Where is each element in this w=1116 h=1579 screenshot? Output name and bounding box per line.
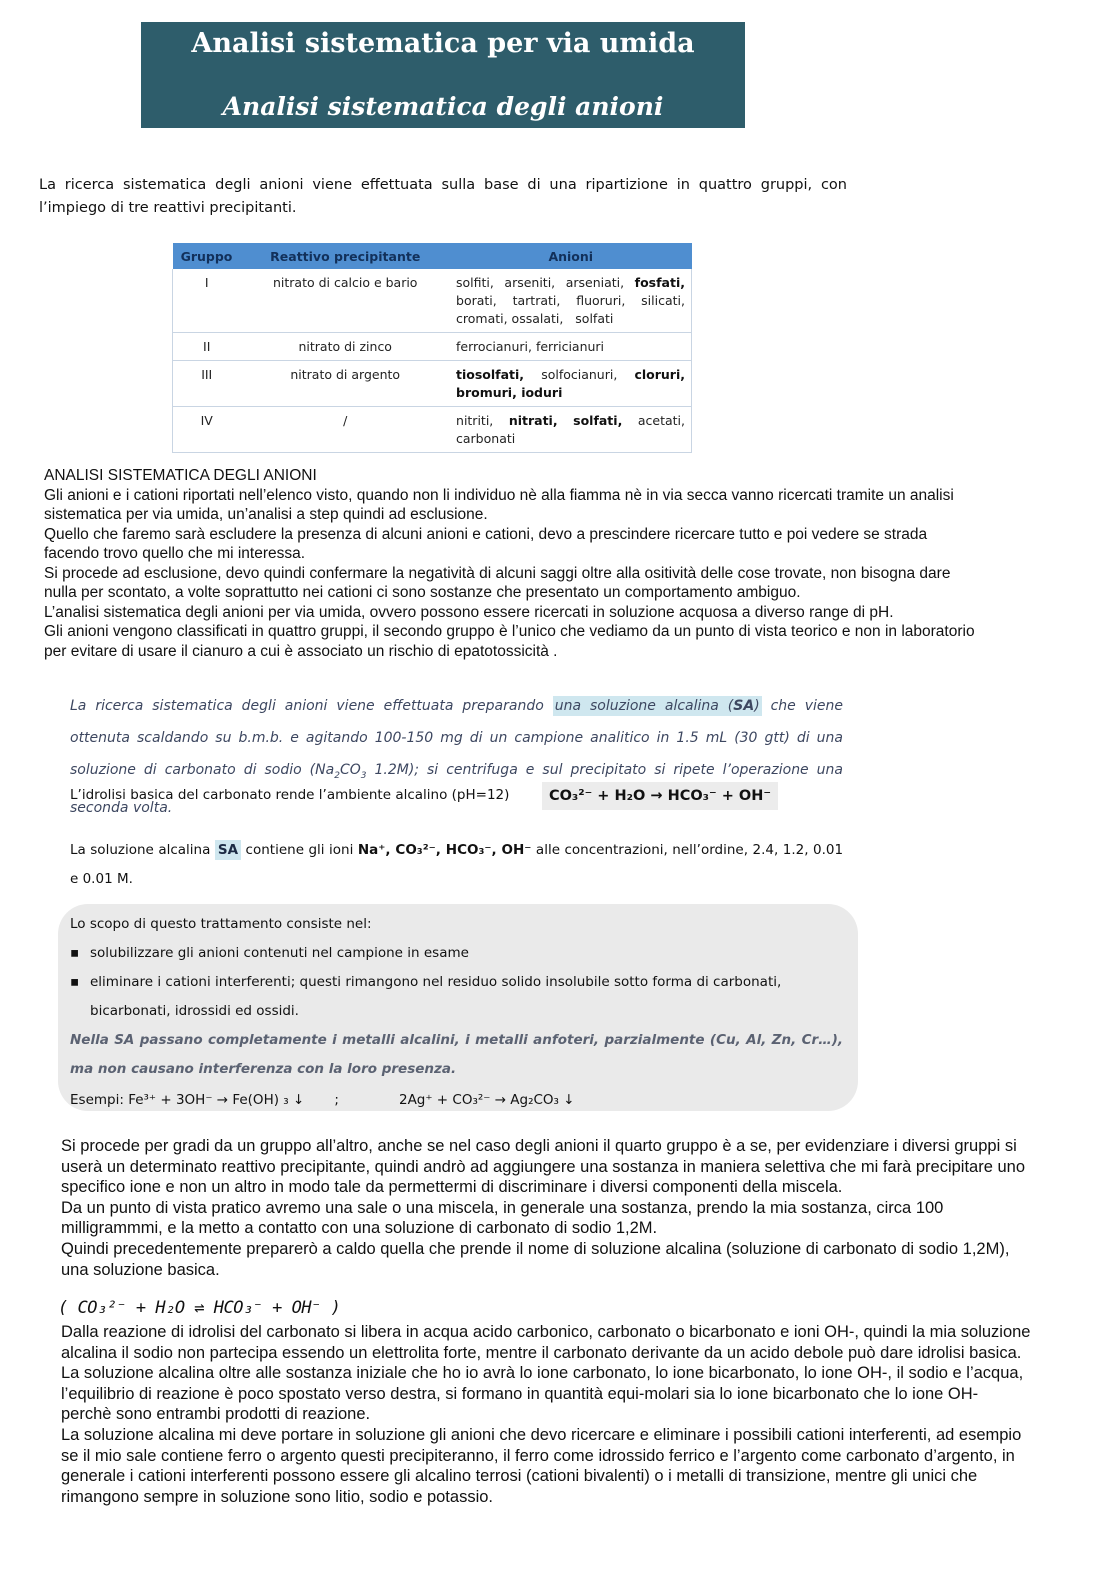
table-row <box>173 407 692 453</box>
final-paragraph: Quindi precedentemente preparerò a caldo quella che prende il nome di soluzione alcalina (soluzione di carbonato di sodio 1,2M), una soluzione basica. <box>61 1239 1010 1279</box>
table-header-row <box>173 243 692 269</box>
final-paragraph: Da un punto di vista pratico avremo una sale o una miscela, in generale una sostanza, prendo la mia sostanza, circa 100 milligrammmi, e la metto a contatto con una soluzione di carbonato di sodio 1,2M. <box>61 1198 944 1238</box>
anions-cell <box>450 407 691 453</box>
final-notes-continued <box>61 1322 1031 1507</box>
anion: tiosolfati, <box>456 367 525 382</box>
scope-box <box>58 904 858 1111</box>
page-title: Analisi sistematica per via umida <box>191 28 695 59</box>
group-cell: I <box>173 269 241 333</box>
scope-note: Nella SA passano completamente i metalli alcalini, i metalli anfoteri, parzialmente (Cu, Al, Zn, Cr…), ma non causano interferenza con la loro presenza. <box>70 1032 843 1077</box>
alkaline-solution-ions: La soluzione alcalina SA contiene gli ioni Na⁺, CO₃²⁻, HCO₃⁻, OH⁻ alle concentrazioni, nell’ordine, 2.4, 1.2, 0.01 e 0.01 M. <box>70 842 844 887</box>
anion: cloruri, <box>634 367 685 382</box>
title-banner <box>141 22 745 128</box>
header-group: Gruppo <box>173 243 241 269</box>
table-row <box>173 361 692 407</box>
anion: tartrati, <box>512 293 561 308</box>
table-row <box>173 269 692 333</box>
anion: ferrocianuri, ferricianuri <box>456 339 605 354</box>
anion: arseniati, <box>565 275 625 290</box>
example-reaction: 2Ag⁺ + CO₃²⁻ → Ag₂CO₃ ↓ <box>398 1092 575 1108</box>
reagent-cell: nitrato di calcio e bario <box>240 269 450 333</box>
section-paragraph: Gli anioni e i cationi riportati nell’elenco visto, quando non li individuo nè alla fiamma nè in via secca vanno ricercati tramite un analisi sistematica per via umida, un’analisi a step quindi ad esclusione. <box>44 486 954 523</box>
examples-line: Esempi: Fe³⁺ + 3OH⁻ → Fe(OH) ₃ ↓ ; 2Ag⁺ + CO₃²⁻ → Ag₂CO₃ ↓ <box>70 1092 575 1108</box>
reagent-cell: nitrato di zinco <box>240 333 450 361</box>
anion: nitriti, <box>456 413 494 428</box>
notes-section <box>44 466 984 661</box>
section-paragraph: Gli anioni vengono classificati in quattro gruppi, il secondo gruppo è l’unico che vediamo da un punto di vista teorico e non in laboratorio per evitare di usare il cianuro a cui è associato un rischio di epatotossicità . <box>44 623 975 660</box>
scope-list <box>70 939 843 1026</box>
anion: cromati, ossalati, <box>456 311 564 326</box>
anion: bromuri, ioduri <box>456 385 563 400</box>
anion: silicati, <box>641 293 685 308</box>
final-notes <box>61 1136 1031 1280</box>
section-paragraph: L’analisi sistematica degli anioni per via umida, ovvero possono essere ricercati in soluzione acquosa a diverso range di pH. <box>44 603 894 621</box>
anion: nitrati, <box>508 413 558 428</box>
anion: solfocianuri, <box>541 367 618 382</box>
anions-cell <box>450 333 691 361</box>
reagent-cell: / <box>240 407 450 453</box>
anions-cell <box>450 269 691 333</box>
anion: acetati, <box>637 413 685 428</box>
final-paragraph: Dalla reazione di idrolisi del carbonato si libera in acqua acido carbonico, carbonato o bicarbonato e ioni OH-, quindi la mia soluzione alcalina il sodio non partecipa essendo un elettrolita forte, mentre il carbonato derivante da un acido debole può dare idrolisi basica. <box>61 1323 1031 1362</box>
anion: solfiti, <box>456 275 494 290</box>
intro-paragraph: La ricerca sistematica degli anioni viene effettuata sulla base di una ripartizione in quattro gruppi, con l’impiego di tre reattivi precipitanti. <box>39 177 847 216</box>
group-cell: IV <box>173 407 241 453</box>
anion: borati, <box>456 293 497 308</box>
final-paragraph: Si procede per gradi da un gruppo all’altro, anche se nel caso degli anioni il quarto gruppo è a se, per evidenziare i diversi gruppi si userà un determinato reattivo precipitante, quindi andrò ad aggiungere una sostanza in maniera selettiva che mi farà precipitare uno specifico ione e non un altro in modo tale da permettermi di discriminare i diversi componenti della miscela. <box>61 1137 1026 1197</box>
list-item: ▪ solubilizzare gli anioni contenuti nel campione in esame <box>70 939 843 968</box>
anion: carbonati <box>456 431 516 446</box>
page-subtitle: Analisi sistematica degli anioni <box>222 92 664 121</box>
header-reagent: Reattivo precipitante <box>240 243 450 269</box>
section-heading: ANALISI SISTEMATICA DEGLI ANIONI <box>44 467 317 484</box>
hydrolysis-note: L’idrolisi basica del carbonato rende l’ambiente alcalino (pH=12) <box>70 787 510 803</box>
anion: fluoruri, <box>576 293 626 308</box>
anion: arseniti, <box>504 275 556 290</box>
alkaline-solution-paragraph: La ricerca sistematica degli anioni viene effettuata preparando una soluzione alcalina (SA) che viene ottenuta scaldando su b.m.b. e agitando 100-150 mg di un campione analitico in 1.5 mL (30 gtt) di una soluzione di carbonato di sodio ($Na_2CO_3$ 1.2M); si centrifuga e sul precipitato si ripete l’operazione una seconda volta. <box>70 698 844 816</box>
section-paragraph: Si procede ad esclusione, devo quindi confermare la negatività di alcuni saggi oltre alla ositività delle cose trovate, non bisogna dare nulla per scontato, a volte soprattutto nei cationi ci sono sostanze che presentato un comportamento ambiguo. <box>44 564 951 601</box>
anion: fosfati, <box>634 275 685 290</box>
section-paragraph: Quello che faremo sarà escludere la presenza di alcuni anioni e cationi, devo a prescindere ricercare tutto e poi vedere se strada facendo trovo quello che mi interessa. <box>44 525 928 562</box>
group-cell: II <box>173 333 241 361</box>
header-anions: Anioni <box>450 243 691 269</box>
list-item: ▪ eliminare i cationi interferenti; questi rimangono nel residuo solido insolubile sotto forma di carbonati, bicarbonati, idrossidi ed ossidi. <box>70 968 843 1026</box>
anions-cell <box>450 361 691 407</box>
anion: solfati <box>575 311 614 326</box>
handwritten-equation: ( CO₃²⁻ + H₂O ⇌ HCO₃⁻ + OH⁻ ) <box>58 1298 341 1318</box>
table-row <box>173 333 692 361</box>
anion-groups-table <box>172 243 692 453</box>
final-paragraph: La soluzione alcalina mi deve portare in soluzione gli anioni che devo ricercare e eliminare i possibili cationi interferenti, ad esempio se il mio sale contiene ferro o argento questi precipiteranno, il ferro come idrossido ferrico e l’argento come carbonato d’argento, in generale i cationi interferenti possono essere gli alcalino terrosi (cationi bivalenti) o i metalli di transizione, mentre gli unici che rimangono sempre in soluzione sono litio, sodio e potassio. <box>61 1425 1022 1506</box>
final-paragraph: La soluzione alcalina oltre alle sostanza iniziale che ho io avrà lo ione carbonato, lo ione bicarbonato, lo ione OH-, il sodio e l’acqua, l’equilibrio di reazione è poco spostato verso destra, si formano in quantità equi-molari sia lo ione bicarbonato che lo ione OH- perchè sono entrambi prodotti di reazione. <box>61 1364 1024 1424</box>
example-reaction: Fe³⁺ + 3OH⁻ → Fe(OH) ₃ ↓ <box>128 1092 305 1108</box>
reagent-cell: nitrato di argento <box>240 361 450 407</box>
scope-heading: Lo scopo di questo trattamento consiste nel: <box>70 916 372 932</box>
anion: solfati, <box>573 413 623 428</box>
group-cell: III <box>173 361 241 407</box>
hydrolysis-equation: CO₃²⁻ + H₂O → HCO₃⁻ + OH⁻ <box>542 782 778 810</box>
